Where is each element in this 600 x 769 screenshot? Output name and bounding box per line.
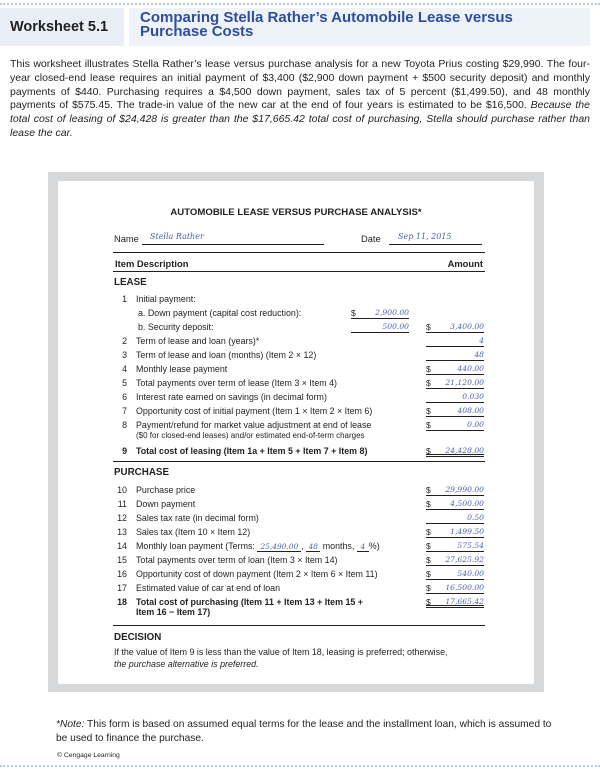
row-number: 1 xyxy=(122,294,127,304)
row-number: 11 xyxy=(117,499,127,509)
row-label-a: Monthly loan payment (Terms: xyxy=(136,541,255,551)
row-label xyxy=(136,420,421,440)
amount-3 xyxy=(426,350,484,361)
amount-2 xyxy=(426,336,484,347)
row-label-c: %) xyxy=(368,541,380,551)
decision-conclusion: the purchase alternative is preferred. xyxy=(114,658,259,669)
row-label: b. Security deposit: xyxy=(138,322,214,332)
col-item-description: Item Description xyxy=(115,258,189,269)
row-number: 14 xyxy=(117,541,127,551)
name-value: Stella Rather xyxy=(150,232,204,241)
row-number: 12 xyxy=(117,513,127,523)
row-label xyxy=(136,597,421,617)
row-number: 18 xyxy=(117,597,127,607)
dollar-sign: $ xyxy=(426,541,431,551)
amount-value: 48 xyxy=(474,350,484,359)
row-label: Purchase price xyxy=(136,485,196,495)
amount-18 xyxy=(426,597,484,608)
amount-value: 0.50 xyxy=(467,513,484,522)
row-number: 9 xyxy=(122,446,127,456)
name-underline xyxy=(142,244,324,245)
loan-amount-term: 25,490.00 xyxy=(257,542,301,552)
amount-8 xyxy=(426,420,484,431)
row-label: Estimated value of car at end of loan xyxy=(136,583,281,593)
amount-value: 408.00 xyxy=(457,406,484,415)
row-label: Down payment xyxy=(136,499,196,509)
amount-value: 0.00 xyxy=(467,420,484,429)
row-number: 8 xyxy=(122,420,127,430)
amount-14 xyxy=(426,541,484,552)
row-label: Opportunity cost of initial payment (Item 1 × Item 2 × Item 6) xyxy=(136,406,373,416)
footnote-label: *Note: xyxy=(56,719,85,730)
row-label-b: months, xyxy=(322,541,355,551)
intro-text: This worksheet illustrates Stella Rather’s lease versus purchase analysis for a new Toyota Prius costing $29,990. The four-year closed-end lease requires an initial payment of $3,400 ($2,900 down payment + $500 security deposit) and monthly payments of $440. Purchasing requires a $4,500 down payment, sales tax of 5 percent ($1,499.50), and 48 monthly payments of $575.45. The trade-in value of the new car at the end of four years is estimated to be $16,500. xyxy=(10,58,590,112)
amount-value: 16,500.00 xyxy=(445,583,484,592)
form-title: AUTOMOBILE LEASE VERSUS PURCHASE ANALYSIS* xyxy=(170,207,422,218)
row-number: 4 xyxy=(122,364,127,374)
decision-heading: DECISION xyxy=(114,632,162,643)
row-label: Opportunity cost of down payment (Item 2 × Item 6 × Item 11) xyxy=(136,569,378,579)
analysis-form xyxy=(58,181,534,684)
row-label: Total cost of leasing (Item 1a + Item 5 + Item 7 + Item 8) xyxy=(136,446,368,456)
amount-12 xyxy=(426,513,484,524)
amount-value: 27,625.92 xyxy=(445,555,484,564)
amount-1a xyxy=(351,308,409,319)
amount-17 xyxy=(426,583,484,594)
row-number: 2 xyxy=(122,336,127,346)
row-number: 6 xyxy=(122,392,127,402)
date-value: Sep 11, 2015 xyxy=(398,232,452,241)
intro-paragraph xyxy=(10,58,590,141)
amount-value: 2,900.00 xyxy=(375,308,409,317)
row-number: 13 xyxy=(117,527,127,537)
row-number: 5 xyxy=(122,378,127,388)
amount-value: 440.00 xyxy=(457,364,484,373)
amount-value: 4 xyxy=(479,336,484,345)
row-label: Term of lease and loan (years)* xyxy=(136,336,260,346)
dollar-sign: $ xyxy=(426,583,431,593)
top-dotted-rule xyxy=(0,3,600,5)
amount-value: 575.54 xyxy=(457,541,484,550)
amount-9 xyxy=(426,446,484,457)
name-label: Name xyxy=(114,234,139,244)
row-label: a. Down payment (capital cost reduction): xyxy=(138,308,302,318)
amount-value: 4,500.00 xyxy=(450,499,484,508)
amount-value: 500.00 xyxy=(382,322,409,331)
decision-rule: If the value of Item 9 is less than the value of Item 18, leasing is preferred; otherwise, xyxy=(114,647,448,657)
row-label: Initial payment: xyxy=(136,294,196,304)
row-label: Sales tax (Item 10 × Item 12) xyxy=(136,527,251,537)
table-header xyxy=(113,252,485,272)
footnote-text: This form is based on assumed equal terms for the lease and the installment loan, which is assumed to be used to finance the purchase. xyxy=(56,719,552,744)
dollar-sign: $ xyxy=(426,555,431,565)
row-label: Interest rate earned on savings (in decimal form) xyxy=(136,392,327,402)
amount-7 xyxy=(426,406,484,417)
worksheet-label: Worksheet 5.1 xyxy=(0,8,124,46)
amount-10 xyxy=(426,485,484,496)
amount-value: 540.00 xyxy=(457,569,484,578)
amount-1-total xyxy=(426,322,484,333)
amount-value: 21,120.00 xyxy=(445,378,484,387)
row-label-line1: Total cost of purchasing (Item 11 + Item 13 + Item 15 + xyxy=(136,597,363,607)
amount-value: 24,428.00 xyxy=(445,446,484,455)
lease-heading: LEASE xyxy=(114,277,147,288)
row-number: 17 xyxy=(117,583,127,593)
bottom-dotted-rule xyxy=(0,765,600,767)
amount-16 xyxy=(426,569,484,580)
decision-divider xyxy=(113,625,485,626)
purchase-divider xyxy=(113,461,485,462)
row-label-line2: ($0 for closed-end leases) and/or estimated end-of-term charges xyxy=(136,431,365,440)
amount-value: 17,665.42 xyxy=(445,597,484,606)
row-number: 10 xyxy=(117,485,127,495)
amount-11 xyxy=(426,499,484,510)
row-label: Sales tax rate (in decimal form) xyxy=(136,513,259,523)
dollar-sign: $ xyxy=(426,446,431,456)
dollar-sign: $ xyxy=(426,406,431,416)
row-number: 15 xyxy=(117,555,127,565)
dollar-sign: $ xyxy=(426,364,431,374)
col-amount: Amount xyxy=(447,258,483,269)
dollar-sign: $ xyxy=(426,378,431,388)
row-number: 7 xyxy=(122,406,127,416)
amount-value: 29,990.00 xyxy=(445,485,484,494)
dollar-sign: $ xyxy=(426,597,431,607)
purchase-heading: PURCHASE xyxy=(114,467,169,478)
decision-text xyxy=(114,647,486,670)
copyright: © Cengage Learning xyxy=(57,752,120,759)
title-line-1: Comparing Stella Rather’s Automobile Lease versus xyxy=(140,9,513,26)
amount-value: 1,499.50 xyxy=(450,527,484,536)
row-label: Total payments over term of lease (Item 3 × Item 4) xyxy=(136,378,337,388)
amount-5 xyxy=(426,378,484,389)
row-label: Total payments over term of loan (Item 3 × Item 14) xyxy=(136,555,338,565)
dollar-sign: $ xyxy=(426,499,431,509)
dollar-sign: $ xyxy=(426,322,431,332)
dollar-sign: $ xyxy=(426,485,431,495)
dollar-sign: $ xyxy=(426,569,431,579)
loan-rate-term: 4 xyxy=(357,542,369,552)
dollar-sign: $ xyxy=(351,308,356,318)
amount-6 xyxy=(426,392,484,403)
row-label-line1: Payment/refund for market value adjustment at end of lease xyxy=(136,420,372,430)
row-label: Monthly loan payment (Terms: 25,490.00 , 48 months, 4 %) xyxy=(136,541,380,551)
amount-value: 0.030 xyxy=(462,392,484,401)
footnote xyxy=(56,718,556,746)
amount-4 xyxy=(426,364,484,375)
date-underline xyxy=(389,244,482,245)
loan-months-term: 48 xyxy=(306,542,320,552)
dollar-sign: $ xyxy=(426,420,431,430)
row-number: 3 xyxy=(122,350,127,360)
amount-value: 3,400.00 xyxy=(450,322,484,331)
amount-15 xyxy=(426,555,484,566)
row-number: 16 xyxy=(117,569,127,579)
intro-conclusion: Because the total cost of leasing of $24,428 is greater than the $17,665.42 total cost of purchasing, Stella should purchase rather than lease the car. xyxy=(10,99,590,139)
row-label: Term of lease and loan (months) (Item 2 × 12) xyxy=(136,350,317,360)
amount-13 xyxy=(426,527,484,538)
amount-1b xyxy=(351,322,409,333)
title-line-2: Purchase Costs xyxy=(140,23,254,40)
row-label: Monthly lease payment xyxy=(136,364,228,374)
worksheet-title xyxy=(129,8,590,46)
date-label: Date xyxy=(361,234,381,244)
row-label-line2: Item 16 − Item 17) xyxy=(136,607,211,617)
dollar-sign: $ xyxy=(426,527,431,537)
